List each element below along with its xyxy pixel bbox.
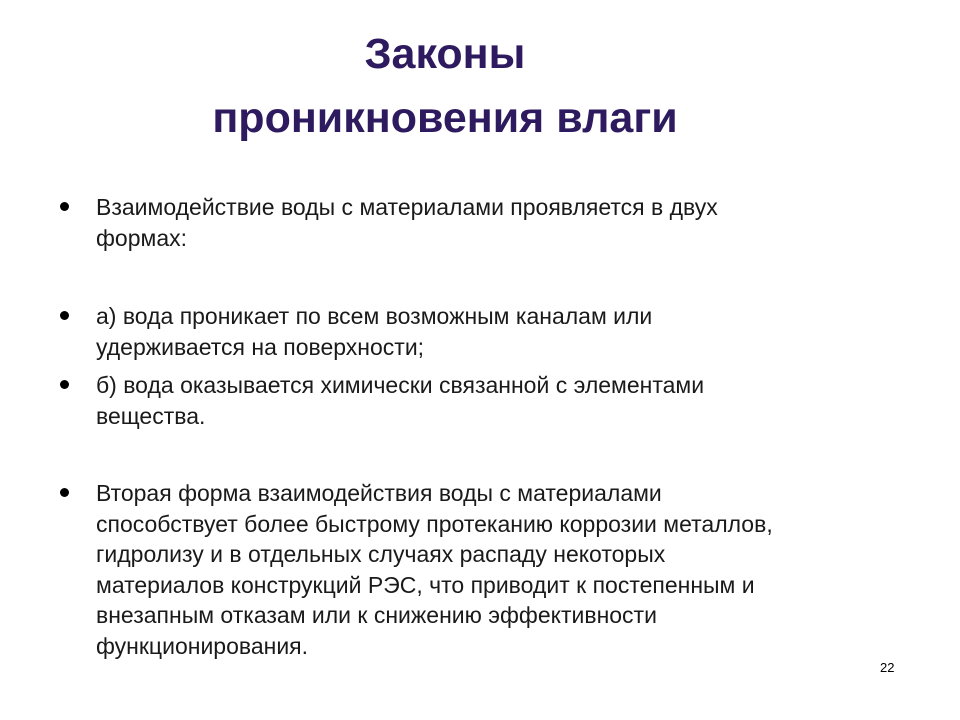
bullet-dot-icon	[60, 311, 69, 320]
bullet-text: Взаимодействие воды с материалами проявляется в двух формах:	[96, 194, 718, 251]
title-line-2: проникновения влаги	[212, 94, 678, 142]
title-line-1: Законы	[364, 30, 526, 78]
bullet-text: Вторая форма взаимодействия воды с материалами способствует более быстрому протеканию коррозии металлов, гидролизу и в отдельных случаях распаду некоторых материалов конструкций РЭС, что приводит к постепенным и внезапным отказам или к снижению эффективности функционирования.	[96, 480, 773, 659]
bullet-dot-icon	[60, 488, 69, 497]
page-number: 22	[880, 660, 895, 675]
bullet-dot-icon	[60, 202, 69, 211]
slide-title	[0, 22, 890, 150]
bullet-text: б) вода оказывается химически связанной с элементами вещества.	[96, 372, 705, 429]
bullet-text: а) вода проникает по всем возможным каналам или удерживается на поверхности;	[96, 303, 653, 360]
bullet-dot-icon	[60, 380, 69, 389]
